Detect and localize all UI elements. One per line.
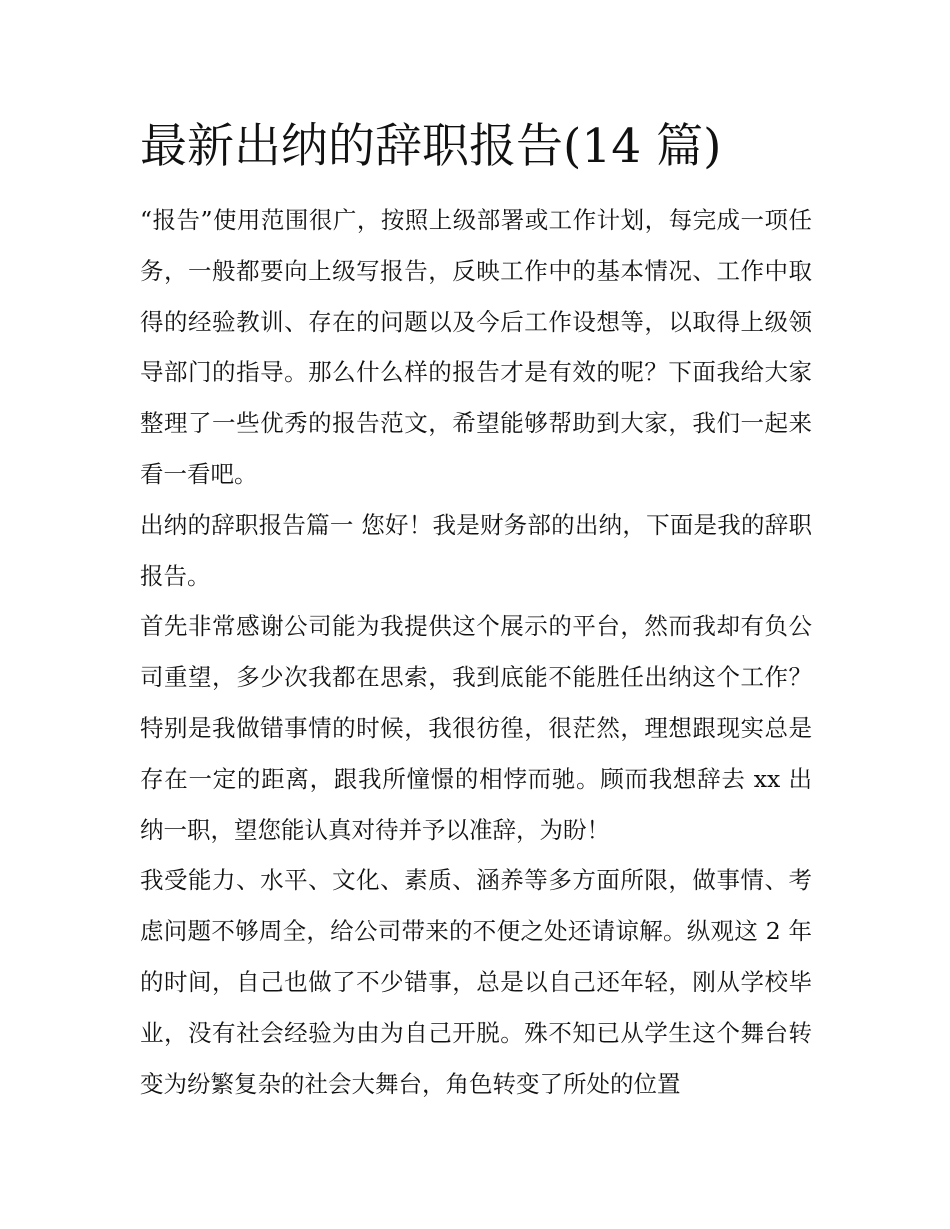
paragraph-intro: “报告”使用范围很广，按照上级部署或工作计划，每完成一项任务，一般都要向上级写报告，反映工作中的基本情况、工作中取得的经验教训、存在的问题以及今后工作设想等，以取得上级领导部门的指导。那么什么样的报告才是有效的呢？下面我给大家整理了一些优秀的报告范文，希望能够帮助到大家，我们一起来看一看吧。: [140, 206, 812, 488]
paragraph-thanks: 首先非常感谢公司能为我提供这个展示的平台，然而我却有负公司重望，多少次我都在思索，我到底能不能胜任出纳这个工作？特别是我做错事情的时候，我很彷徨，很茫然，理想跟现实总是存在一定的距离，跟我所憧憬的相悖而驰。顾而我想辞去 xx 出纳一职，望您能认真对待并予以准辞，为盼！: [140, 612, 812, 844]
document-body: [140, 195, 812, 1109]
paragraph-reflection: 我受能力、水平、文化、素质、涵养等多方面所限，做事情、考虑问题不够周全，给公司带来的不便之处还请谅解。纵观这 2 年的时间，自己也做了不少错事，总是以自己还年轻，刚从学校毕业，没有社会经验为由为自己开脱。殊不知已从学生这个舞台转变为纷繁复杂的社会大舞台，角色转变了所处的位置: [140, 866, 812, 1098]
document-title: 最新出纳的辞职报告(14 篇): [140, 119, 722, 174]
paragraph-greeting: 出纳的辞职报告篇一 您好！我是财务部的出纳，下面是我的辞职报告。: [140, 510, 812, 590]
